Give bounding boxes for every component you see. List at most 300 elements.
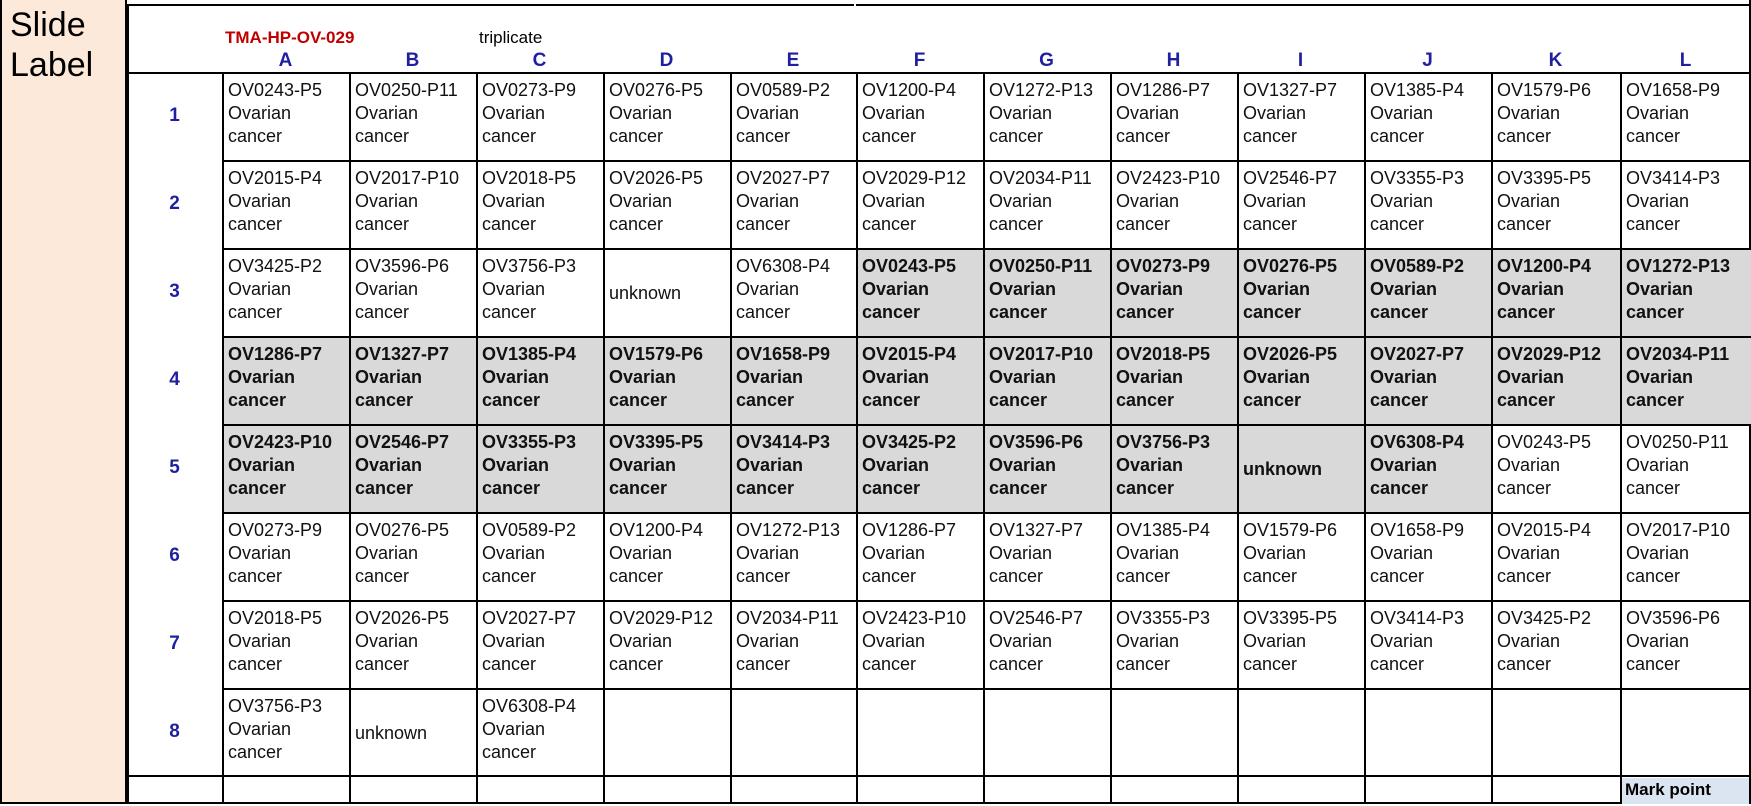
cell-diagnosis: cancer [862,214,917,234]
cell-sample-id: OV3756-P3 [1116,432,1211,452]
cell-diagnosis: cancer [862,126,917,146]
cell-tissue-type: Ovarian [1497,543,1561,563]
core-cell-d4 [603,336,730,424]
cell-tissue-type: Ovarian [989,103,1053,123]
cell-tissue-type: Ovarian [1116,191,1180,211]
cell-sample-id: OV1286-P7 [228,344,323,364]
cell-diagnosis: cancer [1626,654,1681,674]
cell-tissue-type: Ovarian [355,543,419,563]
cell-sample-id: OV3355-P3 [1370,168,1465,188]
cell-tissue-type: Ovarian [1626,367,1694,387]
column-header-l: L [1679,50,1692,71]
cell-diagnosis: cancer [228,390,287,410]
cell-tissue-type: Ovarian [1243,543,1307,563]
cell-sample-id: OV3596-P6 [1626,608,1721,628]
cell-diagnosis: cancer [355,478,414,498]
cell-sample-id: OV3414-P3 [736,432,831,452]
core-cell-c3 [476,248,603,336]
cell-sample-id: OV2546-P7 [989,608,1084,628]
cell-tissue-type: Ovarian [1626,543,1690,563]
cell-tissue-type: Ovarian [609,631,673,651]
cell-sample-id: OV1385-P4 [1370,80,1465,100]
mark-point-label: Mark point [1622,778,1749,804]
cell-sample-id: OV3425-P2 [862,432,957,452]
cell-sample-id: OV2029-P12 [862,168,967,188]
core-cell-b2 [349,160,476,248]
core-cell-b7 [349,600,476,688]
cell-diagnosis: cancer [355,566,410,586]
cell-tissue-type: Ovarian [1370,191,1434,211]
core-cell-d7 [603,600,730,688]
core-cell-i4 [1237,336,1364,424]
cell-tissue-type: Ovarian [1626,191,1690,211]
cell-tissue-type: Ovarian [1243,103,1307,123]
cell-sample-id: OV2018-P5 [1116,344,1211,364]
cell-tissue-type: Ovarian [989,191,1053,211]
cell-diagnosis: cancer [355,302,410,322]
cell-diagnosis: cancer [609,478,668,498]
cell-tissue-type: Ovarian [1116,543,1180,563]
core-cell-j2 [1364,160,1491,248]
core-cell-b6 [349,512,476,600]
core-cell-c1 [476,72,603,160]
cell-diagnosis: cancer [1370,126,1425,146]
cell-diagnosis: cancer [1243,214,1298,234]
cell-sample-id: OV2015-P4 [228,168,323,188]
cell-diagnosis: cancer [482,302,537,322]
cell-sample-id: OV0243-P5 [228,80,323,100]
cell-diagnosis: cancer [1626,566,1681,586]
cell-diagnosis: cancer [609,126,664,146]
cell-tissue-type: Ovarian [355,631,419,651]
cell-tissue-type: Ovarian [1243,279,1311,299]
core-cell-a2 [222,160,349,248]
cell-tissue-type: Ovarian [609,191,673,211]
cell-sample-id: OV6308-P4 [482,696,577,716]
core-cell-e4 [730,336,856,424]
cell-diagnosis: cancer [1370,214,1425,234]
cell-tissue-type: Ovarian [1243,191,1307,211]
slide-label-line-1: Slide [10,6,86,44]
cell-tissue-type: Ovarian [1116,631,1180,651]
cell-sample-id: OV0250-P11 [355,80,458,100]
cell-tissue-type: Ovarian [482,455,550,475]
cell-diagnosis: cancer [1116,566,1171,586]
footer-cell [603,775,730,804]
tma-id-label: TMA-HP-OV-029 [225,28,355,47]
cell-diagnosis: cancer [1116,126,1171,146]
cell-diagnosis: cancer [355,126,410,146]
cell-diagnosis: cancer [736,566,791,586]
cell-diagnosis: cancer [1243,302,1302,322]
cell-sample-id: OV2026-P5 [355,608,450,628]
cell-sample-id: OV2029-P12 [609,608,714,628]
cell-tissue-type: Ovarian [228,455,296,475]
row-header-4: 4 [169,369,180,390]
cell-sample-id: OV1579-P6 [1243,520,1338,540]
core-cell-g1 [983,72,1110,160]
cell-diagnosis: cancer [1497,214,1552,234]
cell-tissue-type: Ovarian [609,103,673,123]
core-cell-l1 [1620,72,1751,160]
cell-sample-id: OV1327-P7 [1243,80,1338,100]
cell-tissue-type: Ovarian [1243,367,1311,387]
footer-cell [983,775,1110,804]
cell-tissue-type: Ovarian [228,543,292,563]
core-cell-h7 [1110,600,1237,688]
core-cell-j1 [1364,72,1491,160]
cell-diagnosis: cancer [989,654,1044,674]
cell-diagnosis: cancer [1370,390,1429,410]
cell-diagnosis: cancer [355,214,410,234]
cell-tissue-type: Ovarian [228,191,292,211]
cell-unknown-text: unknown [355,722,428,743]
cell-sample-id: OV2423-P10 [1116,168,1221,188]
core-cell-g7 [983,600,1110,688]
core-cell-i2 [1237,160,1364,248]
cell-sample-id: OV3395-P5 [609,432,704,452]
core-cell-a3 [222,248,349,336]
cell-sample-id: OV0589-P2 [482,520,577,540]
cell-diagnosis: cancer [1370,566,1425,586]
core-cell-g4 [983,336,1110,424]
cell-sample-id: OV1579-P6 [1497,80,1592,100]
core-cell-g3 [983,248,1110,336]
column-header-c: C [532,50,547,71]
core-cell-i8 [1237,688,1364,776]
cell-diagnosis: cancer [736,654,791,674]
cell-sample-id: OV3756-P3 [482,256,577,276]
cell-diagnosis: cancer [989,126,1044,146]
cell-sample-id: OV0276-P5 [355,520,450,540]
cell-tissue-type: Ovarian [736,631,800,651]
cell-tissue-type: Ovarian [482,191,546,211]
core-cell-d6 [603,512,730,600]
core-cell-j8 [1364,688,1491,776]
cell-tissue-type: Ovarian [1370,455,1438,475]
core-cell-l3 [1620,248,1751,336]
cell-diagnosis: cancer [862,478,921,498]
cell-tissue-type: Ovarian [862,543,926,563]
cell-diagnosis: cancer [355,390,414,410]
cell-sample-id: OV1327-P7 [989,520,1084,540]
cell-sample-id: OV1200-P4 [609,520,704,540]
cell-tissue-type: Ovarian [1497,103,1561,123]
cell-sample-id: OV1658-P9 [1370,520,1465,540]
cell-tissue-type: Ovarian [355,103,419,123]
cell-sample-id: OV6308-P4 [736,256,831,276]
cell-sample-id: OV2017-P10 [1626,520,1731,540]
cell-diagnosis: cancer [989,478,1048,498]
cell-tissue-type: Ovarian [609,543,673,563]
cell-sample-id: OV2018-P5 [482,168,577,188]
cell-tissue-type: Ovarian [355,279,419,299]
cell-tissue-type: Ovarian [482,367,550,387]
core-cell-c2 [476,160,603,248]
core-cell-d2 [603,160,730,248]
cell-tissue-type: Ovarian [355,455,423,475]
cell-diagnosis: cancer [1497,126,1552,146]
footer-cell [1491,775,1620,804]
cell-diagnosis: cancer [1497,566,1552,586]
cell-sample-id: OV3596-P6 [355,256,450,276]
core-cell-i3 [1237,248,1364,336]
cell-tissue-type: Ovarian [862,455,930,475]
cell-diagnosis: cancer [736,126,791,146]
cell-diagnosis: cancer [228,478,287,498]
cell-sample-id: OV2027-P7 [736,168,831,188]
cell-tissue-type: Ovarian [1116,279,1184,299]
core-cell-k5 [1491,424,1620,512]
cell-diagnosis: cancer [989,214,1044,234]
cell-tissue-type: Ovarian [989,367,1057,387]
footer-cell [476,775,603,804]
cell-diagnosis: cancer [1116,390,1175,410]
footer-cell [730,775,856,804]
cell-diagnosis: cancer [228,654,283,674]
cell-tissue-type: Ovarian [482,543,546,563]
cell-sample-id: OV1658-P9 [1626,80,1721,100]
row-header-5: 5 [169,457,180,478]
cell-diagnosis: cancer [1497,302,1556,322]
cell-diagnosis: cancer [228,126,283,146]
core-cell-e2 [730,160,856,248]
cell-sample-id: OV0276-P5 [1243,256,1338,276]
cell-diagnosis: cancer [1626,390,1685,410]
cell-diagnosis: cancer [736,214,791,234]
cell-tissue-type: Ovarian [862,279,930,299]
cell-tissue-type: Ovarian [228,367,296,387]
cell-sample-id: OV3355-P3 [1116,608,1211,628]
cell-diagnosis: cancer [1243,126,1298,146]
cell-diagnosis: cancer [862,302,921,322]
cell-tissue-type: Ovarian [736,103,800,123]
cell-sample-id: OV3425-P2 [1497,608,1592,628]
cell-diagnosis: cancer [609,390,668,410]
cell-diagnosis: cancer [1626,302,1685,322]
column-header-h: H [1166,50,1181,71]
cell-sample-id: OV2017-P10 [355,168,460,188]
core-cell-l8 [1620,688,1751,776]
core-cell-d1 [603,72,730,160]
cell-tissue-type: Ovarian [609,455,677,475]
cell-tissue-type: Ovarian [1370,367,1438,387]
cell-tissue-type: Ovarian [355,367,423,387]
core-cell-h2 [1110,160,1237,248]
column-header-a: A [278,50,293,71]
core-cell-e8 [730,688,856,776]
cell-tissue-type: Ovarian [989,631,1053,651]
cell-diagnosis: cancer [1243,654,1298,674]
column-header-f: F [913,50,926,71]
footer-cell [1364,775,1491,804]
cell-diagnosis: cancer [862,654,917,674]
cell-tissue-type: Ovarian [736,279,800,299]
cell-diagnosis: cancer [1116,214,1171,234]
cell-sample-id: OV2026-P5 [609,168,704,188]
cell-tissue-type: Ovarian [1370,543,1434,563]
footer-cell [1237,775,1364,804]
cell-diagnosis: cancer [482,566,537,586]
core-cell-k4 [1491,336,1620,424]
core-cell-g8 [983,688,1110,776]
cell-diagnosis: cancer [609,654,664,674]
row-header-8: 8 [169,721,180,742]
cell-diagnosis: cancer [1243,566,1298,586]
row-header-3: 3 [169,281,180,302]
cell-tissue-type: Ovarian [1497,455,1561,475]
cell-tissue-type: Ovarian [1626,103,1690,123]
cell-tissue-type: Ovarian [736,367,804,387]
core-cell-e5 [730,424,856,512]
slide-label-line-2: Label [10,46,94,84]
cell-diagnosis: cancer [736,390,795,410]
core-cell-b8 [349,688,476,776]
cell-sample-id: OV3355-P3 [482,432,577,452]
cell-diagnosis: cancer [482,742,537,762]
core-cell-a7 [222,600,349,688]
core-cell-h4 [1110,336,1237,424]
cell-diagnosis: cancer [736,302,791,322]
row-header-1: 1 [169,105,180,126]
cell-sample-id: OV2027-P7 [482,608,577,628]
cell-sample-id: OV1658-P9 [736,344,831,364]
core-cell-h1 [1110,72,1237,160]
cell-unknown-text: unknown [1243,458,1322,479]
cell-diagnosis: cancer [1626,126,1681,146]
cell-diagnosis: cancer [1626,478,1681,498]
cell-sample-id: OV2029-P12 [1497,344,1602,364]
cell-tissue-type: Ovarian [228,719,292,739]
cell-diagnosis: cancer [1497,654,1552,674]
core-cell-h3 [1110,248,1237,336]
cell-sample-id: OV2015-P4 [862,344,957,364]
cell-sample-id: OV2015-P4 [1497,520,1592,540]
cell-tissue-type: Ovarian [482,103,546,123]
cell-diagnosis: cancer [1370,654,1425,674]
cell-tissue-type: Ovarian [862,631,926,651]
core-cell-e7 [730,600,856,688]
column-header-d: D [659,50,674,71]
column-header-i: I [1297,50,1304,71]
core-cell-k6 [1491,512,1620,600]
cell-diagnosis: cancer [1243,390,1302,410]
cell-diagnosis: cancer [1370,302,1429,322]
cell-tissue-type: Ovarian [228,279,292,299]
footer-cell [1110,775,1237,804]
core-cell-c4 [476,336,603,424]
cell-tissue-type: Ovarian [862,103,926,123]
cell-tissue-type: Ovarian [1116,367,1184,387]
core-cell-b5 [349,424,476,512]
cell-diagnosis: cancer [1497,390,1556,410]
core-cell-f8 [856,688,983,776]
cell-sample-id: OV3414-P3 [1370,608,1465,628]
cell-sample-id: OV2017-P10 [989,344,1094,364]
cell-diagnosis: cancer [1370,478,1429,498]
cell-tissue-type: Ovarian [1626,279,1694,299]
cell-sample-id: OV0250-P11 [989,256,1093,276]
column-header-g: G [1039,50,1054,71]
cell-diagnosis: cancer [609,566,664,586]
core-cell-f5 [856,424,983,512]
core-cell-l6 [1620,512,1751,600]
cell-diagnosis: cancer [1626,214,1681,234]
core-cell-k1 [1491,72,1620,160]
cell-tissue-type: Ovarian [1497,191,1561,211]
cell-sample-id: OV1385-P4 [482,344,577,364]
core-cell-k2 [1491,160,1620,248]
cell-tissue-type: Ovarian [862,191,926,211]
row-header-6: 6 [169,545,180,566]
cell-diagnosis: cancer [736,478,795,498]
cell-sample-id: OV0273-P9 [482,80,577,100]
footer-cell [222,775,349,804]
core-cell-f3 [856,248,983,336]
cell-tissue-type: Ovarian [736,191,800,211]
cell-diagnosis: cancer [482,654,537,674]
core-cell-d5 [603,424,730,512]
core-cell-a4 [222,336,349,424]
cell-diagnosis: cancer [989,302,1048,322]
cell-diagnosis: cancer [482,126,537,146]
cell-diagnosis: cancer [228,742,283,762]
cell-sample-id: OV3425-P2 [228,256,323,276]
triplicate-label: triplicate [479,28,543,47]
core-cell-c8 [476,688,603,776]
core-cell-e1 [730,72,856,160]
cell-sample-id: OV0250-P11 [1626,432,1729,452]
cell-sample-id: OV6308-P4 [1370,432,1465,452]
column-header-e: E [786,50,800,71]
core-cell-h6 [1110,512,1237,600]
core-cell-f4 [856,336,983,424]
cell-sample-id: OV1272-P13 [1626,256,1731,276]
core-cell-b4 [349,336,476,424]
cell-tissue-type: Ovarian [1497,367,1565,387]
cell-sample-id: OV2027-P7 [1370,344,1465,364]
cell-sample-id: OV1200-P4 [1497,256,1592,276]
cell-sample-id: OV0243-P5 [862,256,957,276]
cell-sample-id: OV1272-P13 [736,520,841,540]
core-cell-l7 [1620,600,1751,688]
cell-tissue-type: Ovarian [1370,279,1438,299]
cell-tissue-type: Ovarian [1243,631,1307,651]
cell-tissue-type: Ovarian [482,719,546,739]
core-cell-a8 [222,688,349,776]
core-cell-c6 [476,512,603,600]
cell-sample-id: OV3756-P3 [228,696,323,716]
core-cell-j3 [1364,248,1491,336]
cell-tissue-type: Ovarian [1626,631,1690,651]
cell-tissue-type: Ovarian [736,455,804,475]
core-cell-k7 [1491,600,1620,688]
cell-tissue-type: Ovarian [1626,455,1690,475]
cell-sample-id: OV1272-P13 [989,80,1094,100]
core-cell-j7 [1364,600,1491,688]
cell-sample-id: OV2546-P7 [355,432,450,452]
slide-label-panel [0,0,127,804]
column-header-j: J [1422,50,1433,71]
cell-sample-id: OV1579-P6 [609,344,704,364]
cell-diagnosis: cancer [355,654,410,674]
cell-sample-id: OV0273-P9 [228,520,323,540]
core-cell-h8 [1110,688,1237,776]
footer-cell [856,775,983,804]
core-cell-f6 [856,512,983,600]
cell-unknown-text: unknown [609,282,682,303]
core-cell-g5 [983,424,1110,512]
